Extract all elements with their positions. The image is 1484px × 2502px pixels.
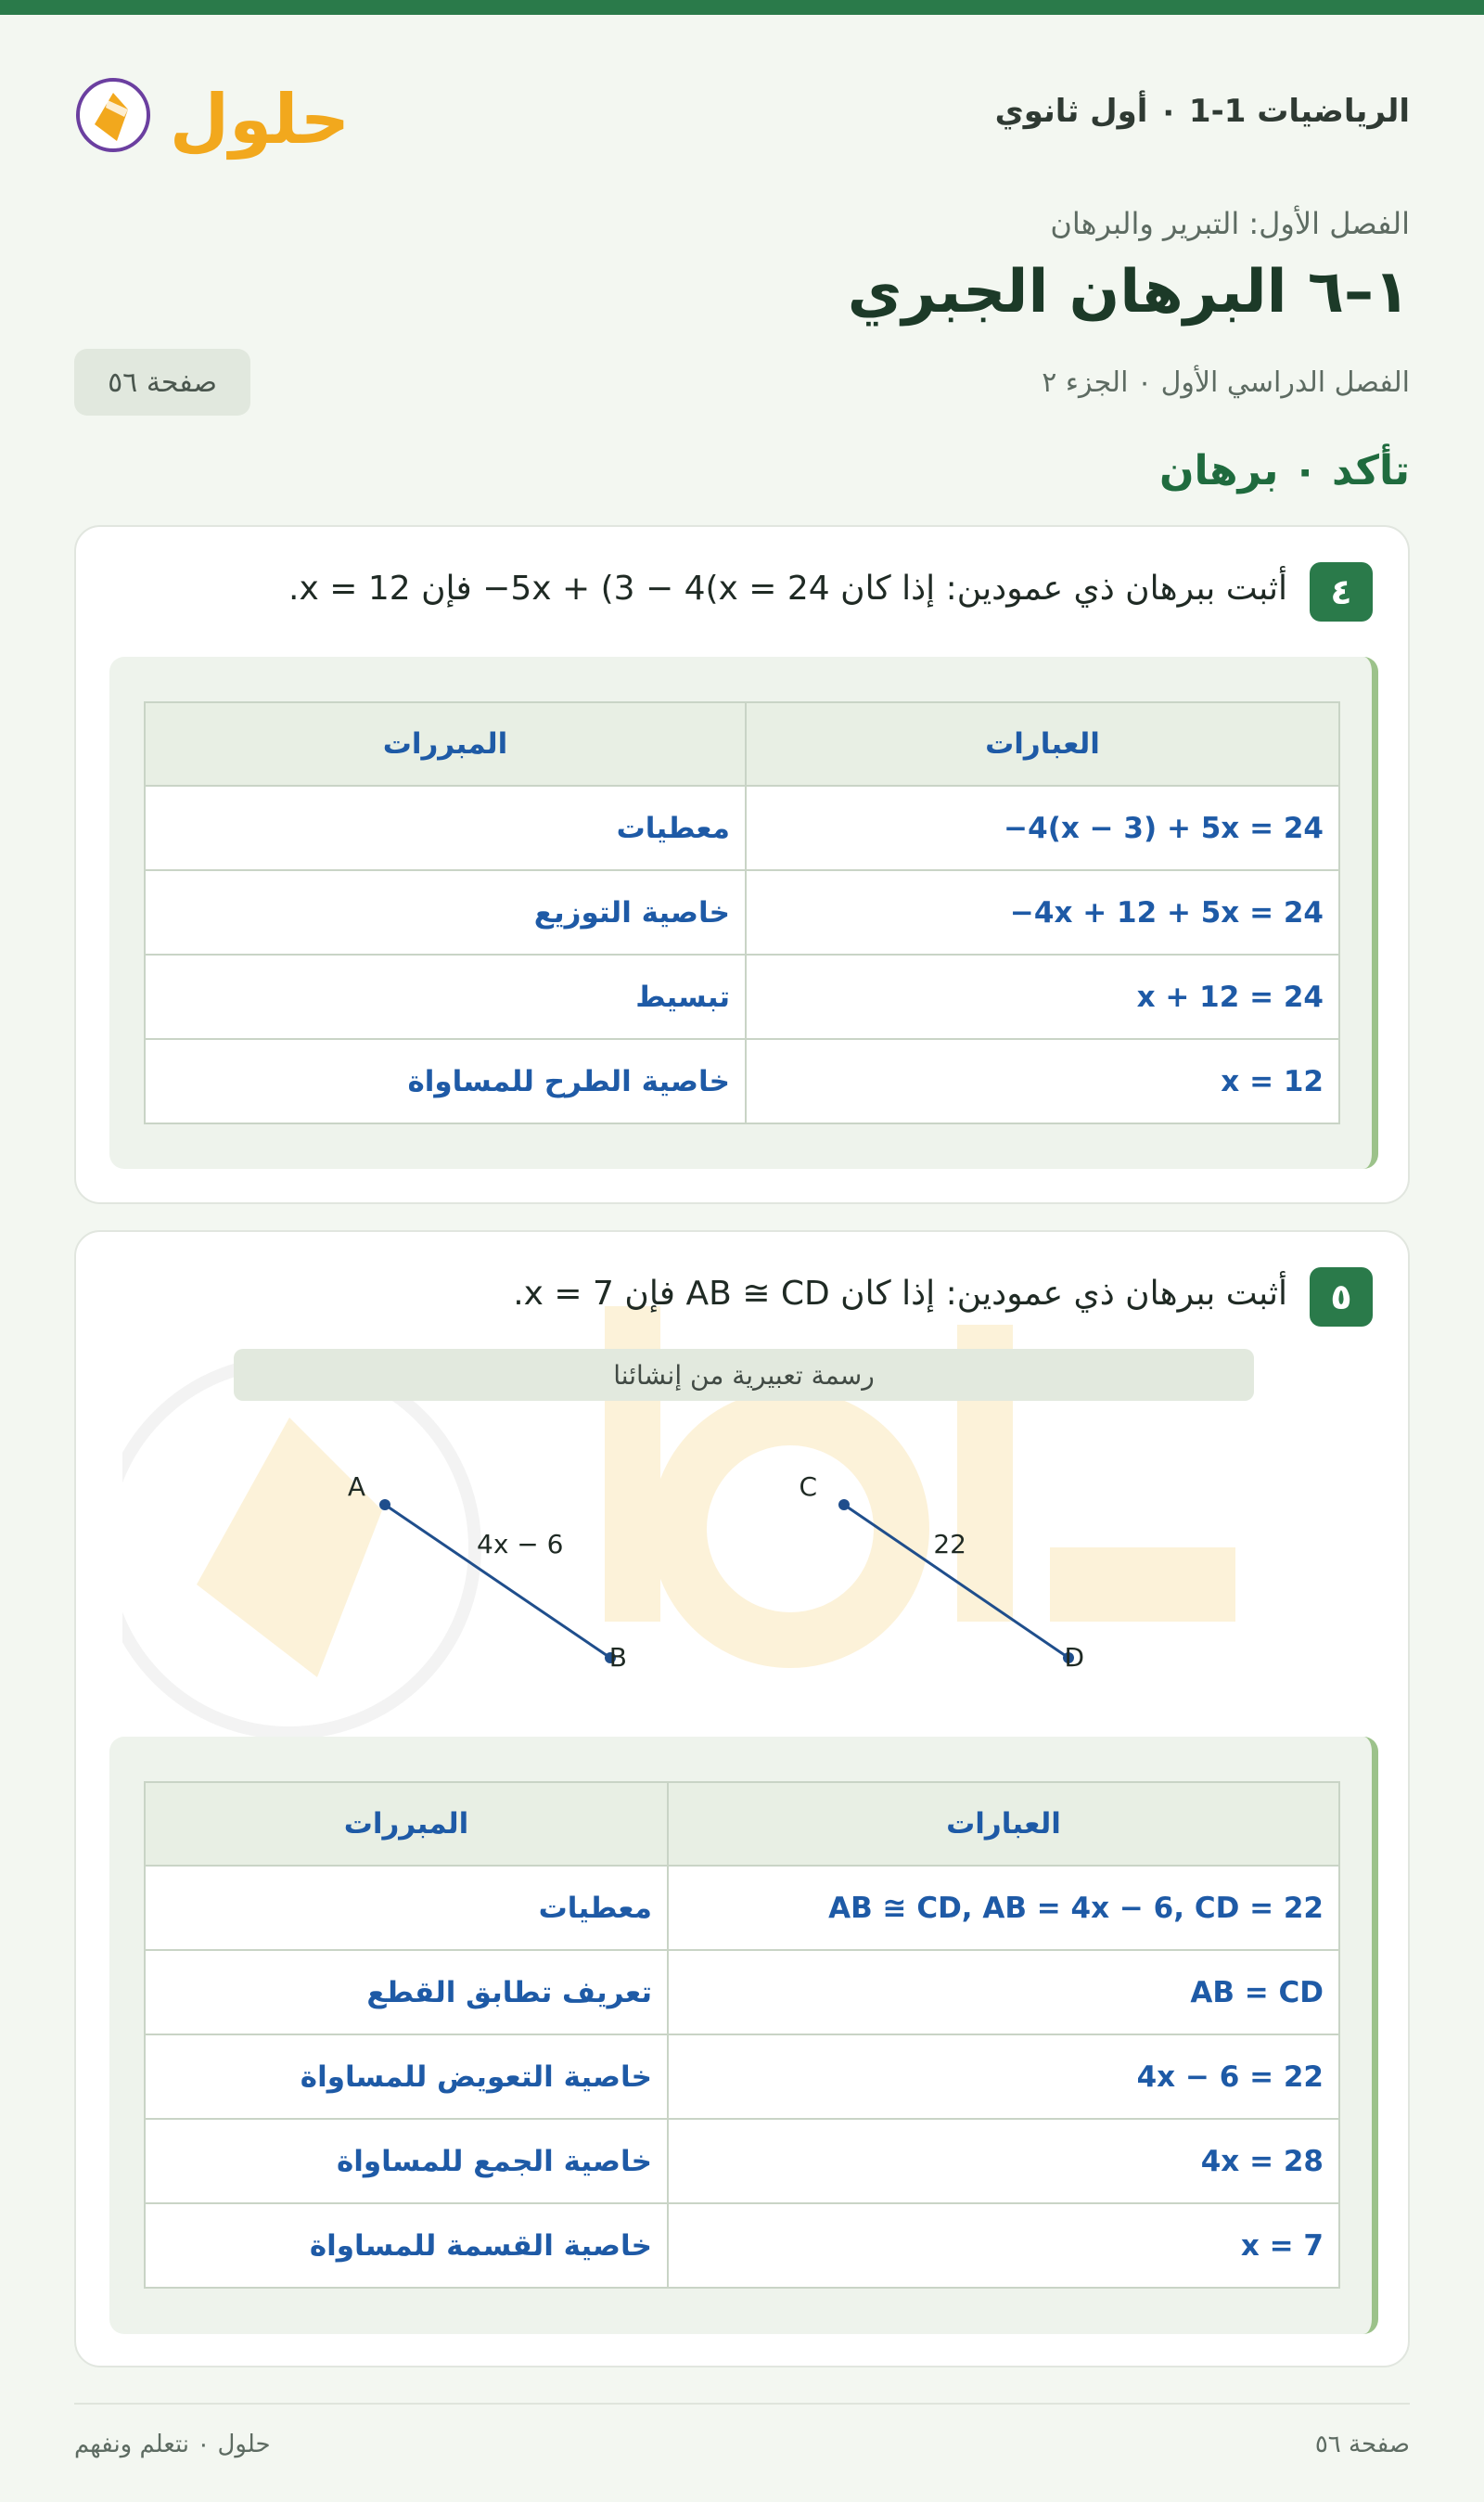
reason-cell: تبسيط (145, 955, 746, 1039)
point-c (838, 1499, 850, 1510)
question-card-4 (74, 525, 1410, 1204)
segment-ab (385, 1505, 610, 1658)
table-row (145, 1950, 1339, 2034)
reason-cell: خاصية الجمع للمساواة (145, 2119, 668, 2203)
question-card-5 (74, 1230, 1410, 2367)
lesson-title: ١–٦ البرهان الجبري (847, 258, 1410, 327)
top-accent-bar (0, 0, 1484, 15)
table-row (145, 955, 1339, 1039)
statement-cell: −4x + 12 + 5x = 24 (746, 870, 1339, 955)
segments-diagram (76, 1408, 1412, 1714)
logo-text: حلول (169, 80, 351, 160)
label-c: C (799, 1471, 817, 1502)
proof-panel (109, 1737, 1378, 2334)
hulul-logo[interactable] (74, 56, 352, 176)
segment-cd-length: 22 (933, 1529, 966, 1559)
table-row (145, 2203, 1339, 2288)
footer-divider (74, 2403, 1410, 2405)
label-d: D (1064, 1642, 1084, 1673)
reasons-header: المبررات (145, 1782, 668, 1866)
reason-cell: خاصية التعويض للمساواة (145, 2034, 668, 2119)
statement-cell: AB = CD (668, 1950, 1339, 2034)
table-row (145, 1039, 1339, 1123)
proof-panel (109, 657, 1378, 1169)
table-header-row (145, 702, 1339, 786)
question-text: أثبت ببرهان ذي عمودين: إذا كان AB ≅ CD فإن 7 = x. (513, 1275, 1287, 1313)
label-a: A (347, 1471, 365, 1502)
proof-table (144, 701, 1340, 1124)
statements-header: العبارات (668, 1782, 1339, 1866)
page-header (74, 56, 1410, 176)
table-row (145, 2119, 1339, 2203)
page-badge: صفحة ٥٦ (74, 349, 250, 416)
statement-cell: AB ≅ CD, AB = 4x − 6, CD = 22 (668, 1866, 1339, 1950)
table-row (145, 2034, 1339, 2119)
reason-cell: معطيات (145, 1866, 668, 1950)
term-info: الفصل الدراسي الأول ٠ الجزء ٢ (1042, 366, 1410, 399)
table-row (145, 870, 1339, 955)
label-b: B (608, 1642, 627, 1673)
statements-header: العبارات (746, 702, 1339, 786)
table-row (145, 1866, 1339, 1950)
question-number-badge: ٥ (1310, 1267, 1373, 1327)
table-row (145, 786, 1339, 870)
reason-cell: تعريف تطابق القطع (145, 1950, 668, 2034)
diagram-caption: رسمة تعبيرية من إنشائنا (234, 1349, 1254, 1401)
question-number-badge: ٤ (1310, 562, 1373, 622)
statement-cell: x = 12 (746, 1039, 1339, 1123)
footer-brand[interactable]: حلول ٠ نتعلم ونفهم (74, 2431, 271, 2458)
statement-cell: 4x = 28 (668, 2119, 1339, 2203)
section-title: تأكد ٠ برهان (1158, 447, 1410, 494)
reason-cell: خاصية التوزيع (145, 870, 746, 955)
reason-cell: خاصية القسمة للمساواة (145, 2203, 668, 2288)
proof-table (144, 1781, 1340, 2289)
footer-page-number: صفحة ٥٦ (1314, 2431, 1410, 2458)
point-a (379, 1499, 390, 1510)
breadcrumb[interactable]: الرياضيات 1-1 ٠ أول ثانوي (994, 93, 1410, 130)
statement-cell: x + 12 = 24 (746, 955, 1339, 1039)
reason-cell: معطيات (145, 786, 746, 870)
segment-cd (844, 1505, 1068, 1658)
chapter-title: الفصل الأول: التبرير والبرهان (1050, 206, 1410, 241)
statement-cell: 4x − 6 = 22 (668, 2034, 1339, 2119)
reasons-header: المبررات (145, 702, 746, 786)
statement-cell: x = 7 (668, 2203, 1339, 2288)
statement-cell: −4(x − 3) + 5x = 24 (746, 786, 1339, 870)
table-header-row (145, 1782, 1339, 1866)
segment-ab-length: 4x − 6 (477, 1529, 564, 1559)
reason-cell: خاصية الطرح للمساواة (145, 1039, 746, 1123)
question-text: أثبت ببرهان ذي عمودين: إذا كان 24 = 5x + (3 − 4(x− فإن 12 = x. (288, 570, 1287, 608)
